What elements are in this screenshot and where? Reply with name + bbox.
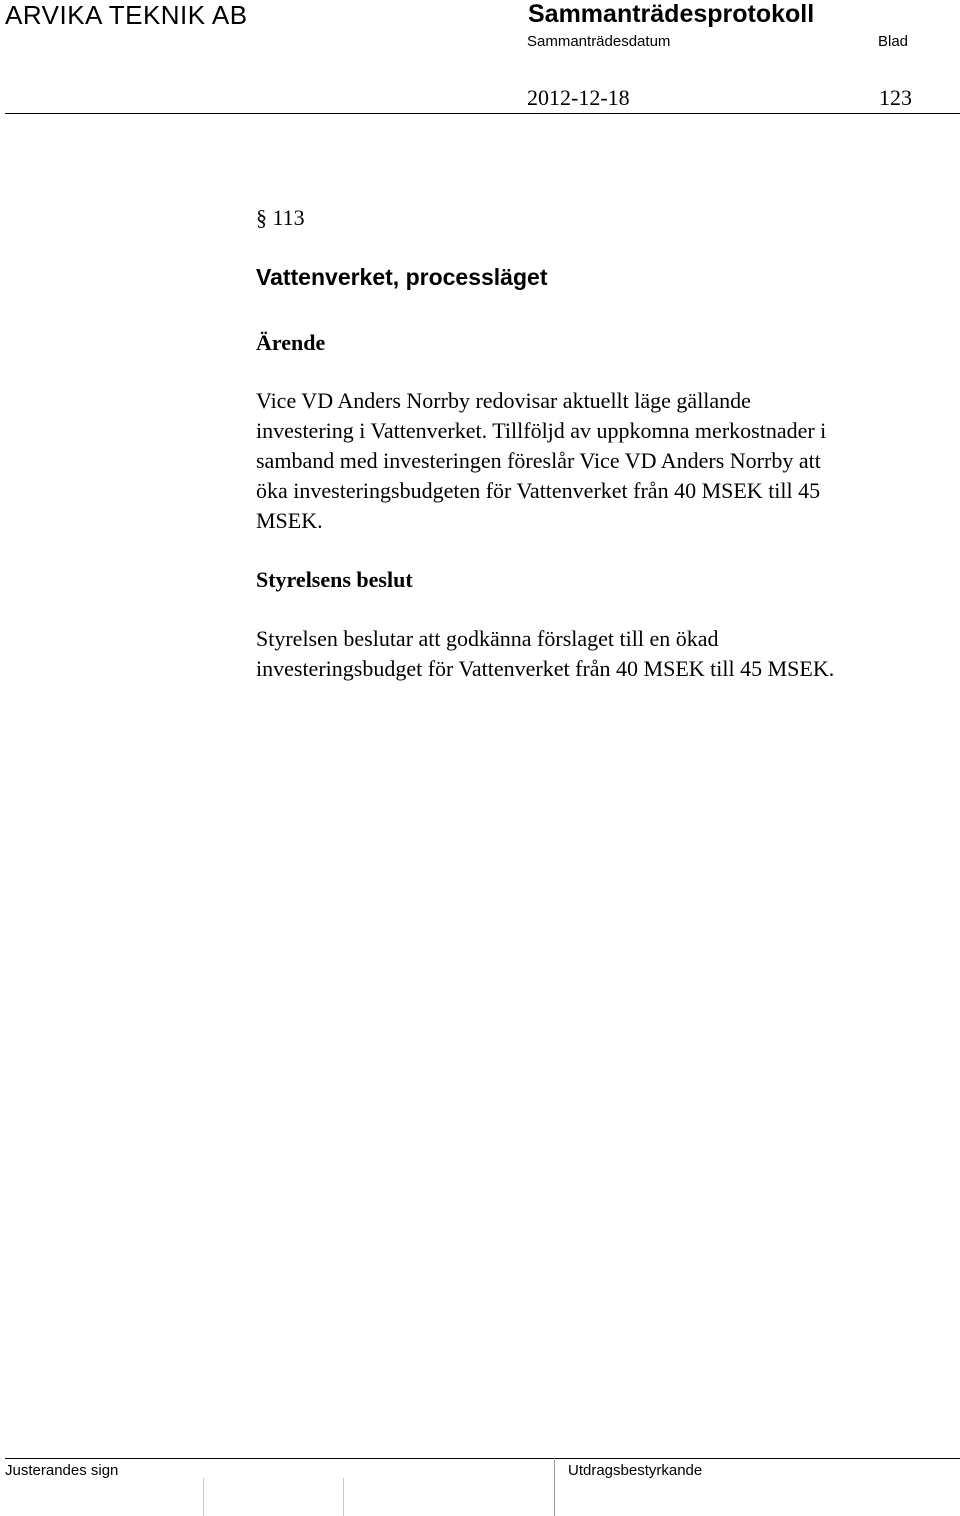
arende-paragraph xyxy=(256,386,826,536)
paragraph-line: Vice VD Anders Norrby redovisar aktuellt läge gällande xyxy=(256,388,751,413)
section-title: Vattenverket, processläget xyxy=(256,264,548,290)
paragraph-line: samband med investeringen föreslår Vice VD Anders Norrby att xyxy=(256,448,821,473)
certification-label: Utdragsbestyrkande xyxy=(568,1462,703,1479)
page-number: 123 xyxy=(879,85,912,110)
meeting-date-label: Sammanträdesdatum xyxy=(527,33,671,50)
footer-divider xyxy=(5,1458,960,1459)
arende-heading: Ärende xyxy=(256,330,326,355)
beslut-paragraph xyxy=(256,624,834,684)
page-label: Blad xyxy=(878,33,909,50)
section-number: § 113 xyxy=(256,205,305,230)
document-type: Sammanträdesprotokoll xyxy=(528,0,815,28)
footer-column-divider xyxy=(554,1458,555,1516)
paragraph-line: investering i Vattenverket. Tillföljd av uppkomna merkostnader i xyxy=(256,418,827,443)
signature-box-divider xyxy=(203,1478,204,1516)
paragraph-line: öka investeringsbudgeten för Vattenverket från 40 MSEK till 45 xyxy=(256,478,821,503)
signature-label: Justerandes sign xyxy=(5,1462,119,1479)
paragraph-line: investeringsbudget för Vattenverket från 40 MSEK till 45 MSEK. xyxy=(256,656,835,681)
organization-name: ARVIKA TEKNIK AB xyxy=(5,0,248,30)
meeting-date: 2012-12-18 xyxy=(527,85,630,110)
header-divider xyxy=(5,113,960,114)
paragraph-line: Styrelsen beslutar att godkänna förslaget till en ökad xyxy=(256,626,719,651)
paragraph-line: MSEK. xyxy=(256,508,323,533)
signature-box-divider xyxy=(343,1478,344,1516)
beslut-heading: Styrelsens beslut xyxy=(256,567,413,592)
